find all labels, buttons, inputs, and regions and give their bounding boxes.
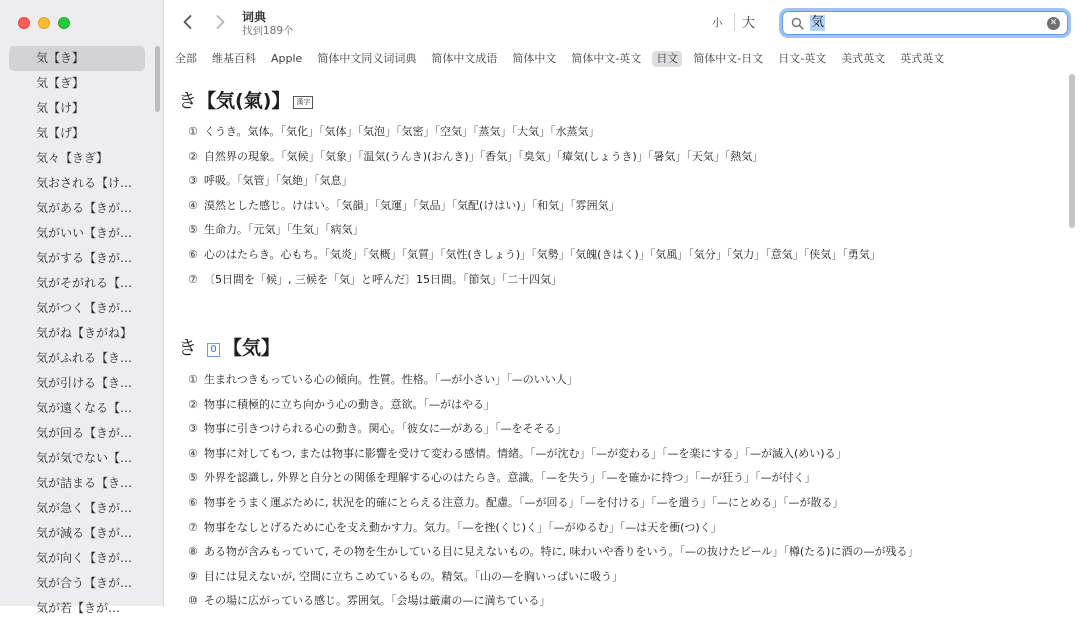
entry-headword: [178, 336, 280, 360]
sidebar-item[interactable]: 気【げ】: [36, 126, 85, 140]
tab-chinese-thesaurus[interactable]: 简体中文同义词词典: [317, 52, 417, 65]
sense-number: ⑤: [188, 471, 198, 485]
sense-number: ②: [188, 149, 198, 163]
sense-text: 物事に引きつけられる心の動き。関心。「彼女に—がある」「—をそそる」: [204, 422, 567, 436]
zoom-window-button[interactable]: [58, 17, 70, 29]
sense-item: [188, 145, 881, 170]
sense-text: 物事をなしとげるために心を支え動かす力。気力。「—を挫(くじ)く」「—がゆるむ」「—は天を衝(つ)く」: [204, 520, 722, 534]
sidebar-item[interactable]: 気がね【きがね】: [36, 326, 133, 340]
sidebar-item[interactable]: 気【け】: [36, 101, 85, 115]
sense-number: ⑧: [188, 545, 198, 559]
tab-apple[interactable]: Apple: [271, 52, 303, 65]
headword-kanji: 【気(氣)】: [197, 90, 291, 112]
sense-item: [188, 516, 918, 541]
sense-text: 〔5日間を「候」, 三候を「気」と呼んだ〕15日間。「節気」「二十四気」: [204, 272, 562, 286]
font-smaller-button[interactable]: 小: [712, 17, 723, 29]
search-field[interactable]: [779, 8, 1071, 38]
sense-list: [188, 120, 881, 292]
tab-wikipedia[interactable]: 维基百科: [212, 52, 256, 65]
tab-all[interactable]: 全部: [175, 52, 197, 65]
sense-text: その場に広がっている感じ。雰囲気。「会場は厳粛の—に満ちている」: [204, 594, 551, 608]
headword-kana: き: [178, 90, 198, 112]
sense-number: ④: [188, 446, 198, 460]
sense-item: [188, 368, 918, 393]
sidebar-item[interactable]: 気がある【きが…: [36, 201, 133, 215]
sense-number: ③: [188, 422, 198, 436]
sidebar-item[interactable]: 気が詰まる【き…: [36, 476, 133, 490]
tab-american-english[interactable]: 美式英文: [841, 52, 886, 65]
sidebar-item[interactable]: 気々【きぎ】: [36, 151, 109, 165]
sense-item: [188, 565, 918, 590]
tab-chinese-idioms[interactable]: 简体中文成语: [431, 52, 498, 65]
sense-item: [188, 417, 918, 442]
search-input[interactable]: 気: [811, 15, 825, 30]
search-field-border: [782, 11, 1068, 35]
kanji-badge: 漢字: [293, 96, 313, 109]
tab-japanese-english[interactable]: 日文-英文: [778, 52, 827, 65]
traffic-lights: [18, 17, 70, 29]
accent-number-badge: 0: [207, 343, 220, 357]
sense-item: [188, 393, 918, 418]
sense-item: [188, 194, 881, 219]
sense-item: [188, 442, 918, 467]
content-scrollbar[interactable]: [1069, 74, 1075, 228]
sense-text: 目には見えないが, 空間に立ちこめているもの。精気。「山の—を胸いっぱいに吸う」: [204, 569, 624, 583]
sidebar-item[interactable]: 気が若【きが…: [36, 601, 121, 615]
sense-item: [188, 589, 918, 614]
sense-number: ⑥: [188, 495, 198, 509]
sense-text: 生まれつきもっている心の傾向。性質。性格。「—が小さい」「—のいい人」: [204, 373, 578, 386]
sidebar-item[interactable]: 気が引ける【き…: [36, 376, 133, 390]
sense-number: ⑩: [188, 594, 198, 608]
sidebar-item[interactable]: 気がふれる【き…: [36, 351, 133, 365]
sidebar-scrollbar[interactable]: [155, 46, 160, 112]
sense-text: 心のはたらき。心もち。「気炎」「気概」「気質」「気性(きしょう)」「気勢」「気魄(きはく)」「気風」「気分」「気力」「意気」「侠気」「勇気」: [204, 247, 881, 261]
sense-number: ②: [188, 397, 198, 411]
clear-search-icon[interactable]: ✕: [1047, 17, 1060, 30]
search-icon: [791, 17, 804, 30]
sense-text: 物事に対してもつ, または物事に影響を受けて変わる感情。情緒。「—が沈む」「—が変わる」「—を楽にする」「—が滅入(めい)る」: [204, 446, 847, 460]
sidebar-item[interactable]: 気がつく【きが…: [36, 301, 133, 315]
sense-text: 物事をうまく運ぶために, 状況を的確にとらえる注意力。配慮。「—が回る」「—を付ける」「—を遣う」「—にとめる」「—が散る」: [204, 495, 844, 509]
sidebar-item[interactable]: 気がいい【きが…: [36, 226, 133, 240]
minimize-window-button[interactable]: [38, 17, 50, 29]
font-larger-button[interactable]: 大: [742, 16, 756, 31]
window-title: 词典: [242, 10, 267, 24]
headword-kana: き: [178, 337, 198, 359]
sense-item: [188, 120, 881, 145]
sense-number: ⑦: [188, 272, 198, 286]
sense-text: 外界を認識し, 外界と自分との関係を理解する心のはたらき。意識。「—を失う」「—を確かに持つ」「—が狂う」「—が付く」: [204, 471, 816, 485]
chevron-right-icon: [210, 12, 230, 32]
definition-pane: [164, 72, 1064, 606]
sense-text: 生命力。「元気」「生気」「病気」: [204, 223, 364, 237]
sense-text: くうき。気体。「気化」「気体」「気泡」「気密」「空気」「蒸気」「大気」「水蒸気」: [204, 125, 600, 138]
forward-button[interactable]: [210, 12, 230, 32]
title-block: [242, 10, 294, 38]
entry-headword: [178, 89, 313, 113]
chevron-left-icon: [178, 12, 198, 32]
sidebar-item[interactable]: 気がそがれる【…: [36, 276, 133, 290]
tab-chinese-japanese[interactable]: 简体中文-日文: [693, 52, 764, 65]
sidebar-item[interactable]: 気がする【きが…: [36, 251, 133, 265]
sense-number: ⑦: [188, 520, 198, 534]
sidebar-item[interactable]: 気おされる【け…: [36, 176, 133, 190]
sense-text: 物事に積極的に立ち向かう心の動き。意欲。「—がはやる」: [204, 397, 496, 411]
sense-text: 漠然とした感じ。けはい。「気韻」「気運」「気品」「気配(けはい)」「和気」「雰囲気」: [204, 198, 620, 212]
sidebar-item[interactable]: 気が向く【きが…: [36, 551, 133, 565]
sense-number: ⑥: [188, 247, 198, 261]
tab-chinese-english[interactable]: 简体中文-英文: [571, 52, 642, 65]
sense-item: [188, 243, 881, 268]
toolbar: [164, 0, 1080, 46]
sidebar-item[interactable]: 気が遠くなる【…: [36, 401, 133, 415]
sense-item: [188, 466, 918, 491]
result-count: 找到189个: [242, 25, 294, 37]
sense-item: [188, 218, 881, 243]
tab-british-english[interactable]: 英式英文: [900, 52, 945, 65]
tab-japanese[interactable]: 日文: [652, 51, 682, 67]
headword-kanji: 【気】: [223, 337, 281, 359]
sense-item: [188, 169, 881, 194]
sidebar-item[interactable]: 気が急く【きが…: [36, 501, 133, 515]
font-size-divider: [734, 13, 735, 31]
sidebar-item[interactable]: 気が気でない【…: [36, 451, 133, 465]
sense-number: ④: [188, 198, 198, 212]
sidebar-result-list: [9, 46, 145, 621]
sidebar-item[interactable]: 気が回る【きが…: [36, 426, 133, 440]
back-button[interactable]: [178, 12, 198, 32]
sense-number: ③: [188, 174, 198, 188]
close-window-button[interactable]: [18, 17, 30, 29]
sense-number: ①: [188, 125, 198, 138]
sense-item: [188, 268, 881, 293]
dictionary-tabs: [164, 48, 1080, 70]
sidebar-item[interactable]: 気が減る【きが…: [36, 526, 133, 540]
sense-number: ①: [188, 373, 198, 386]
sidebar-item[interactable]: 気【ぎ】: [36, 76, 85, 90]
sense-text: 自然界の現象。「気候」「気象」「温気(うんき)(おんき)」「香気」「臭気」「瘴気(しょうき)」「暑気」「天気」「熱気」: [204, 149, 764, 163]
tab-chinese[interactable]: 简体中文: [512, 52, 557, 65]
sense-text: 呼吸。「気管」「気絶」「気息」: [204, 174, 353, 188]
sense-item: [188, 491, 918, 516]
sense-number: ⑤: [188, 223, 198, 237]
sense-list: [188, 368, 918, 614]
sense-text: ある物が含みもっていて, その物を生かしている目に見えないもの。特に, 味わいや香りをいう。「—の抜けたビール」「樽(たる)に酒の—が残る」: [204, 545, 919, 559]
sidebar: [0, 0, 164, 615]
sidebar-item[interactable]: 気が合う【きが…: [36, 576, 133, 590]
sidebar-item[interactable]: 気【き】: [9, 46, 145, 71]
sense-number: ⑨: [188, 569, 198, 583]
sense-item: [188, 540, 918, 565]
